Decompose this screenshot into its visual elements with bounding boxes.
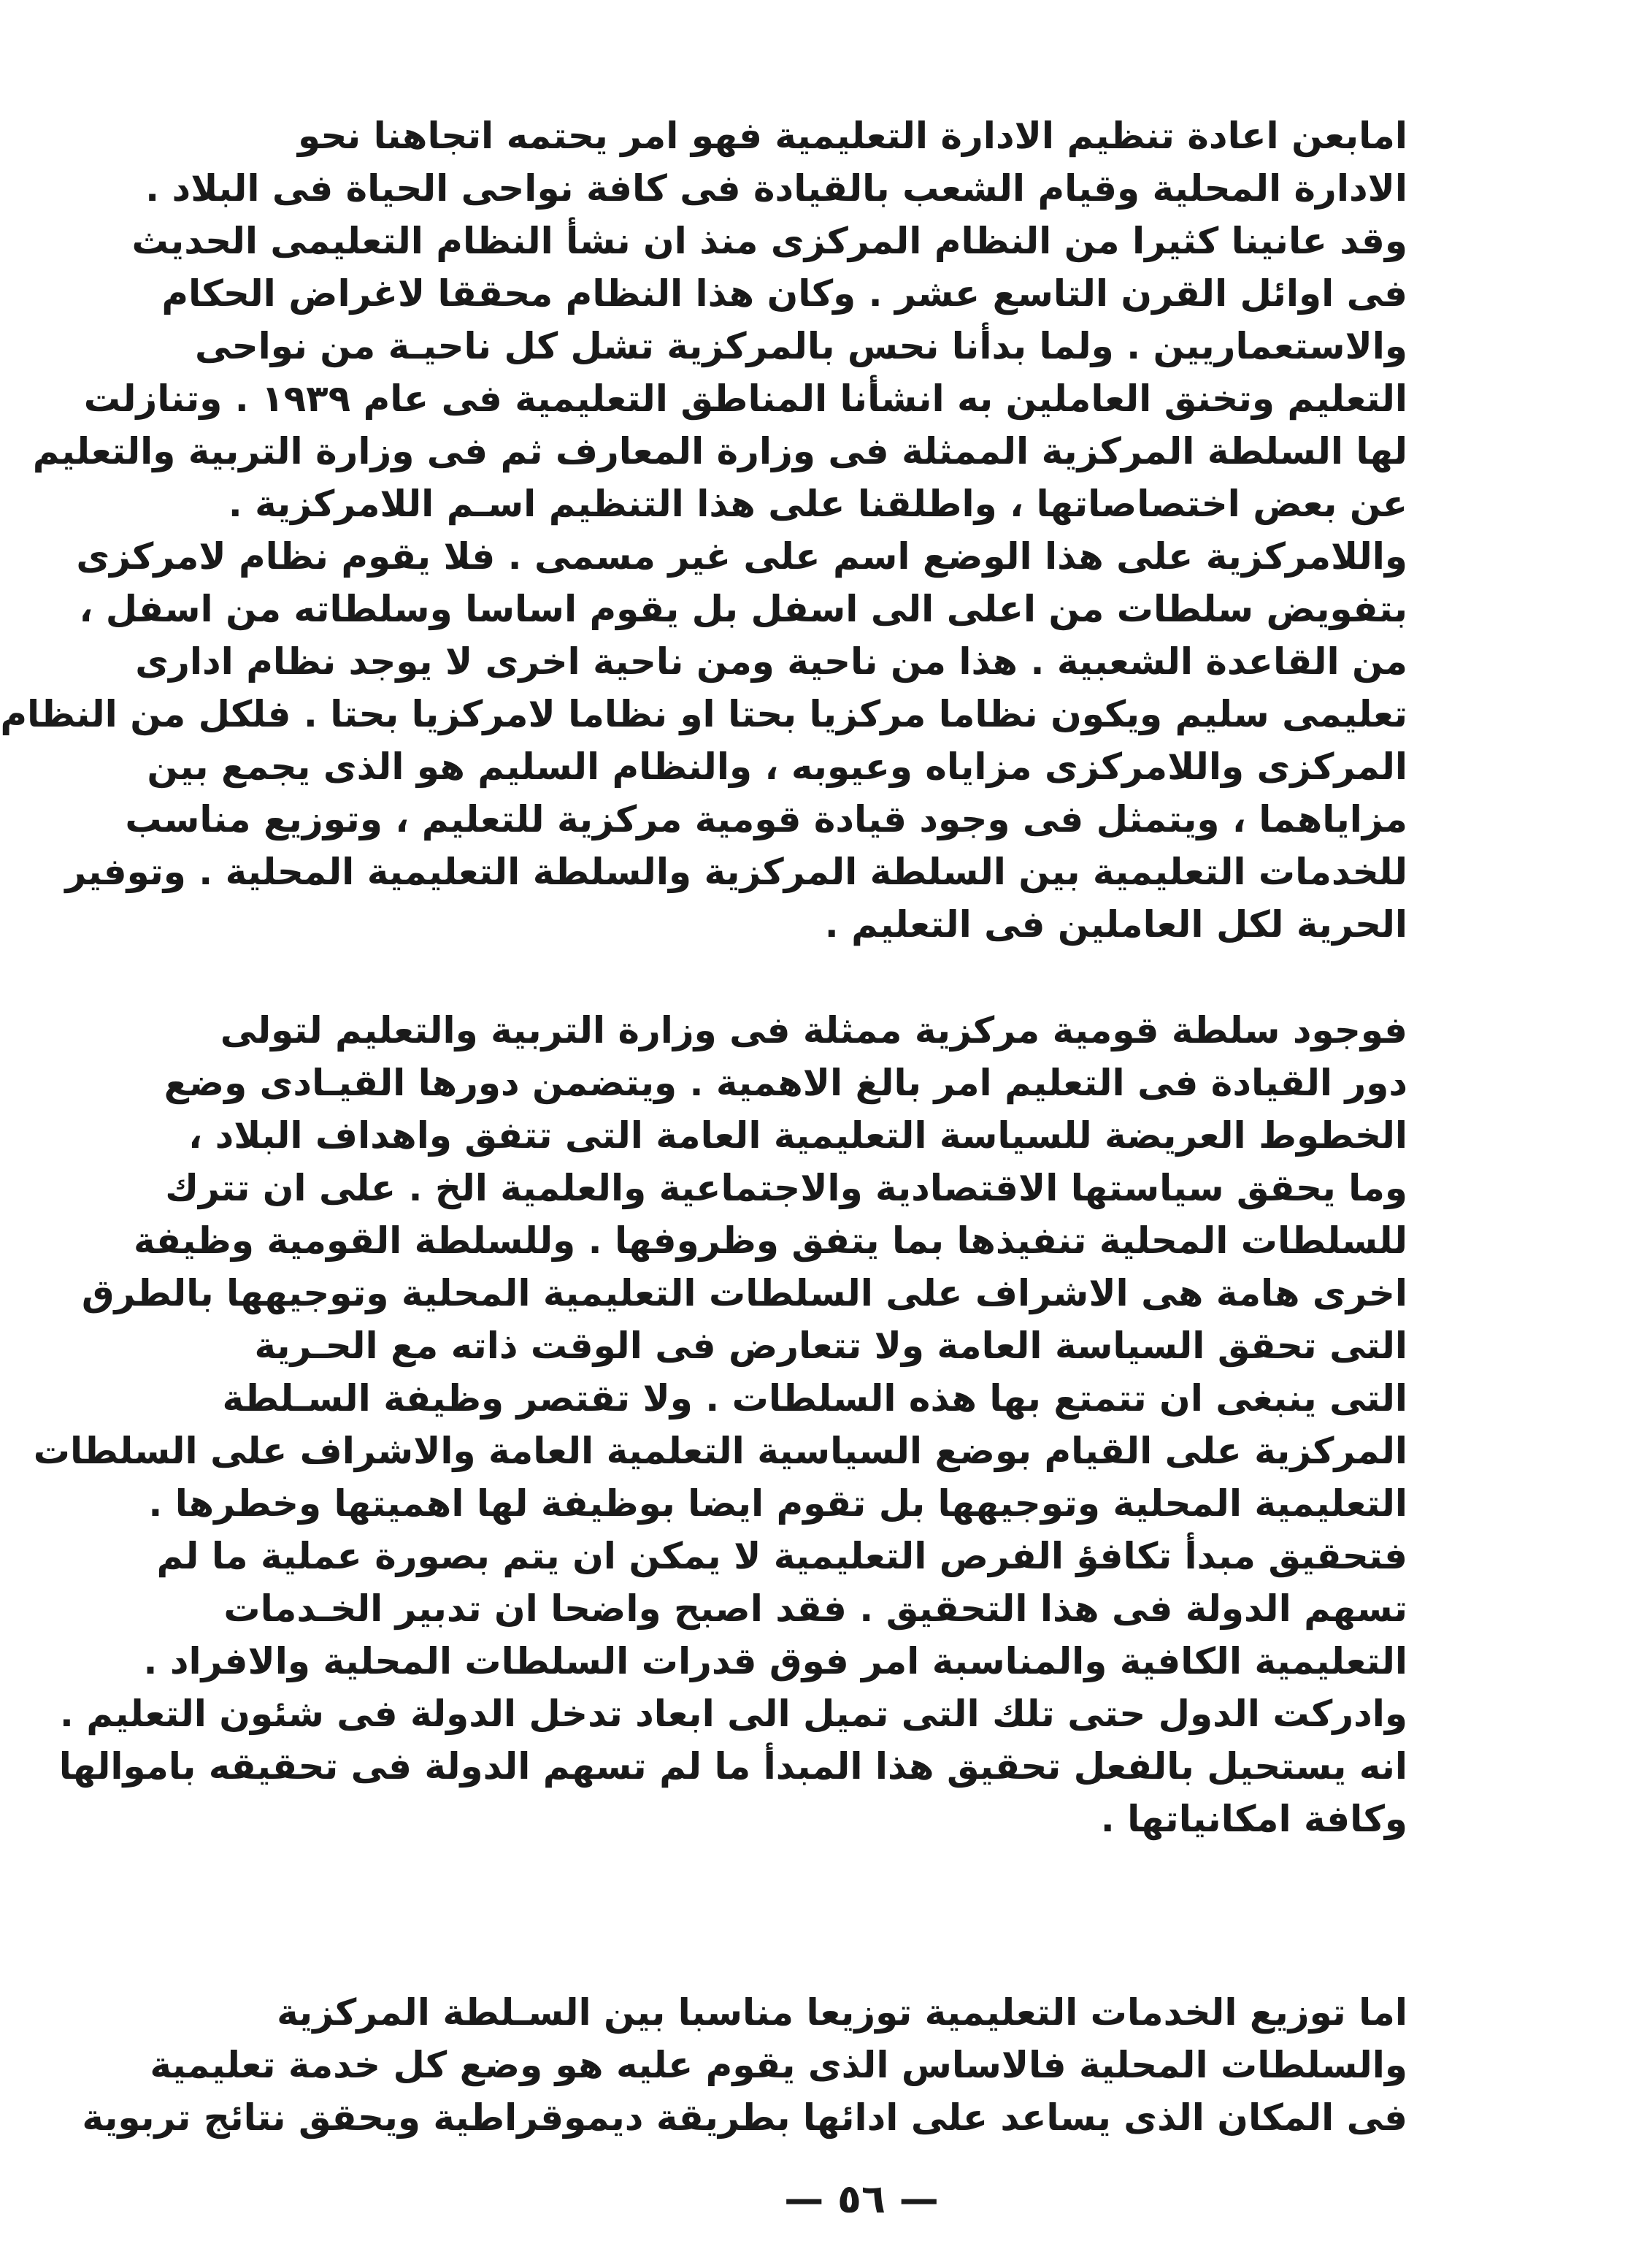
text-line: فى اوائل القرن التاسع عشر . وكان هذا النظام محققا لاغراض الحكام (161, 272, 1407, 315)
text-line: التعليمية الكافية والمناسبة امر فوق قدرات السلطات المحلية والافراد . (143, 1640, 1407, 1682)
text-line: فى المكان الذى يساعد على ادائها بطريقة ديموقراطية ويحقق نتائج تربوية (82, 2096, 1407, 2139)
text-line: الادارة المحلية وقيام الشعب بالقيادة فى كافة نواحى الحياة فى البلاد . (145, 167, 1407, 210)
text-line: عن بعض اختصاصاتها ، واطلقنا على هذا التنظيم اسـم اللامركزية . (228, 483, 1407, 525)
text-line: فتحقيق مبدأ تكافؤ الفرص التعليمية لا يمكن ان يتم بصورة عملية ما لم (156, 1535, 1407, 1577)
text-line: التى تحقق السياسة العامة ولا تتعارض فى الوقت ذاته مع الحـرية (254, 1325, 1407, 1367)
text-line: وقد عانينا كثيرا من النظام المركزى منذ ان نشأ النظام التعليمى الحديث (131, 220, 1407, 262)
text-line: امابعن اعادة تنظيم الادارة التعليمية فهو امر يحتمه اتجاهنا نحو (298, 115, 1407, 157)
text-line: التعليمية المحلية وتوجيهها بل تقوم ايضا بوظيفة لها اهميتها وخطرها . (148, 1482, 1407, 1525)
text-line: واللامركزية على هذا الوضع اسم على غير مسمى . فلا يقوم نظام لامركزى (76, 535, 1407, 578)
text-line: الخطوط العريضة للسياسة التعليمية العامة التى تتفق واهداف البلاد ، (188, 1114, 1407, 1157)
text-line: دور القيادة فى التعليم امر بالغ الاهمية . ويتضمن دورها القيـادى وضع (164, 1062, 1407, 1104)
text-line: للسلطات المحلية تنفيذها بما يتفق وظروفها . وللسلطة القومية وظيفة (134, 1219, 1407, 1262)
text-line: من القاعدة الشعبية . هذا من ناحية ومن ناحية اخرى لا يوجد نظام ادارى (135, 640, 1407, 683)
text-line: وادركت الدول حتى تلك التى تميل الى ابعاد تدخل الدولة فى شئون التعليم . (59, 1693, 1407, 1735)
page-number: — ٥٦ — (784, 2176, 939, 2222)
text-line: وكافة امكانياتها . (1100, 1798, 1407, 1840)
text-line: التى ينبغى ان تتمتع بها هذه السلطات . ولا تقتصر وظيفة السـلطة (222, 1377, 1407, 1420)
text-line: والسلطات المحلية فالاساس الذى يقوم عليه هو وضع كل خدمة تعليمية (150, 2044, 1407, 2086)
text-line: اما توزيع الخدمات التعليمية توزيعا مناسبا بين السـلطة المركزية (277, 1991, 1407, 2034)
text-line: الحرية لكل العاملين فى التعليم . (824, 903, 1407, 946)
paragraph-2 (33, 1004, 1407, 1845)
text-line: المركزى واللامركزى مزاياه وعيوبه ، والنظام السليم هو الذى يجمع بين (147, 746, 1407, 788)
text-line: اخرى هامة هى الاشراف على السلطات التعليمية المحلية وتوجيهها بالطرق (81, 1272, 1407, 1314)
paragraph-3 (82, 1986, 1407, 2144)
text-line: تسهم الدولة فى هذا التحقيق . فقد اصبح واضحا ان تدبير الخـدمات (223, 1587, 1407, 1630)
text-line: فوجود سلطة قومية مركزية ممثلة فى وزارة التربية والتعليم لتولى (220, 1009, 1407, 1051)
text-line: بتفويض سلطات من اعلى الى اسفل بل يقوم اساسا وسلطاته من اسفل ، (79, 588, 1407, 630)
paragraph-1 (0, 110, 1407, 951)
text-line: مزاياهما ، ويتمثل فى وجود قيادة قومية مركزية للتعليم ، وتوزيع مناسب (125, 798, 1407, 840)
text-line: للخدمات التعليمية بين السلطة المركزية والسلطة التعليمية المحلية . وتوفير (65, 851, 1407, 893)
text-line: التعليم وتخنق العاملين به انشأنا المناطق التعليمية فى عام ١٩٣٩ . وتنازلت (83, 378, 1407, 420)
text-line: انه يستحيل بالفعل تحقيق هذا المبدأ ما لم تسهم الدولة فى تحقيقه باموالها (58, 1745, 1407, 1788)
text-line: المركزية على القيام بوضع السياسية التعلمية العامة والاشراف على السلطات (33, 1430, 1407, 1472)
text-line: تعليمى سليم ويكون نظاما مركزيا بحتا او نظاما لامركزيا بحتا . فلكل من النظام (0, 693, 1407, 735)
text-line: وما يحقق سياستها الاقتصادية والاجتماعية والعلمية الخ . على ان تترك (165, 1167, 1407, 1209)
text-line: لها السلطة المركزية الممثلة فى وزارة المعارف ثم فى وزارة التربية والتعليم (32, 430, 1407, 472)
text-line: والاستعماريين . ولما بدأنا نحس بالمركزية تشل كل ناحيـة من نواحى (194, 325, 1407, 367)
